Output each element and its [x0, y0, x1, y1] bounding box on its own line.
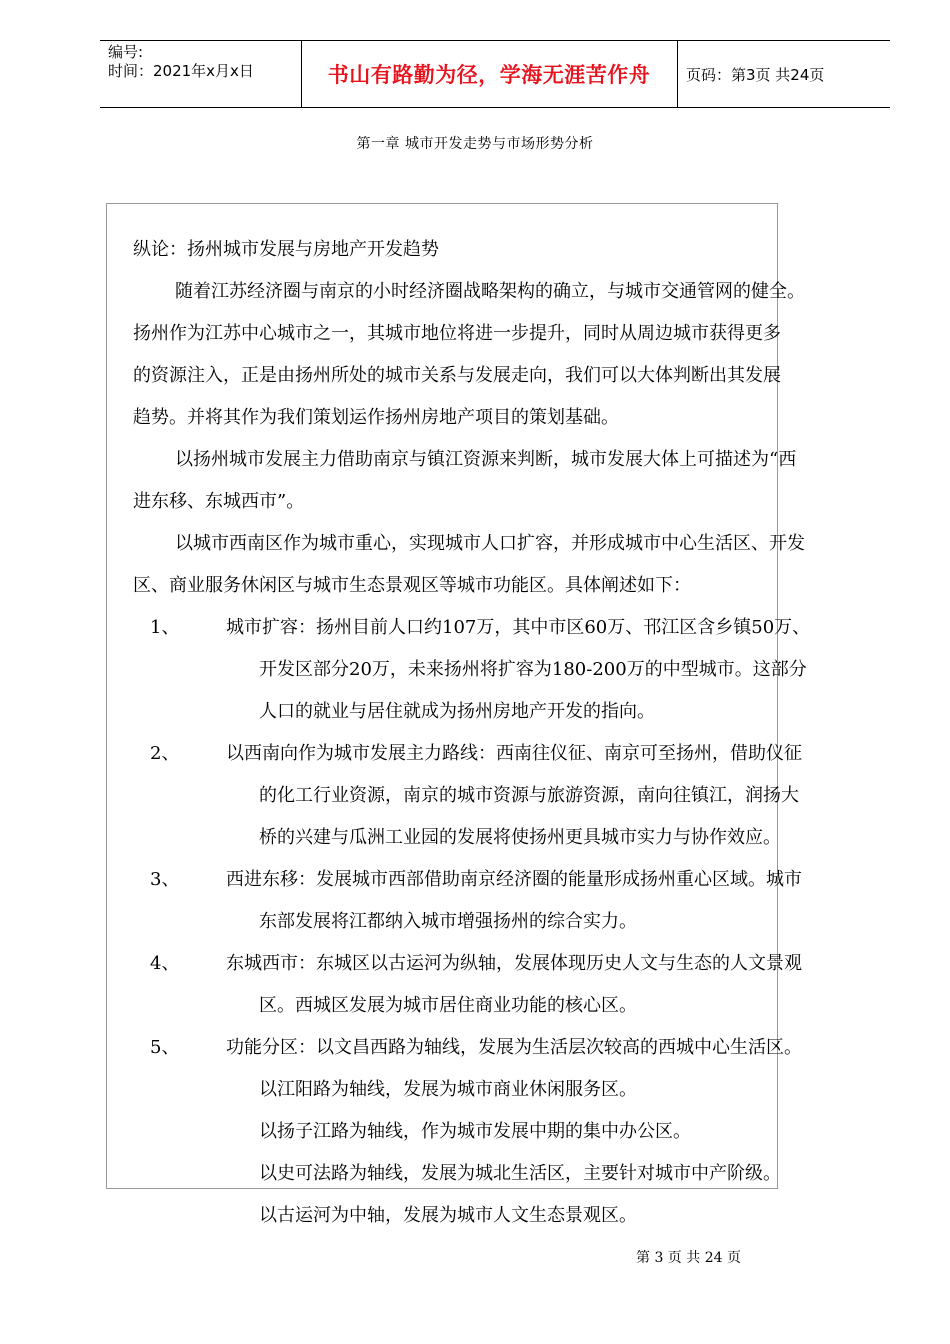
list-item-line: 开发区部分20万，未来扬州将扩容为180-200万的中型城市。这部分: [259, 659, 807, 680]
header-meta: [108, 43, 300, 81]
paragraph-line: 以扬州城市发展主力借助南京与镇江资源来判断，城市发展大体上可描述为“西: [175, 449, 797, 470]
list-number: 5、: [150, 1037, 180, 1058]
list-item-line: 东部发展将江都纳入城市增强扬州的综合实力。: [259, 911, 637, 932]
paragraph-line: 区、商业服务休闲区与城市生态景观区等城市功能区。具体阐述如下：: [133, 575, 691, 596]
list-item-line: 以扬子江路为轴线，作为城市发展中期的集中办公区。: [259, 1121, 691, 1142]
list-item-line: 东城西市：东城区以古运河为纵轴，发展体现历史人文与生态的人文景观: [226, 953, 802, 974]
list-item-line: 的化工行业资源，南京的城市资源与旅游资源，南向往镇江，润扬大: [259, 785, 799, 806]
list-item-line: 以史可法路为轴线，发展为城北生活区，主要针对城市中产阶级。: [259, 1163, 781, 1184]
section-title: 纵论：扬州城市发展与房地产开发趋势: [133, 239, 439, 260]
paragraph-line: 随着江苏经济圈与南京的小时经济圈战略架构的确立，与城市交通管网的健全。: [175, 281, 805, 302]
page-footer: 第 3 页 共 24 页: [636, 1250, 741, 1266]
list-item-line: 西进东移：发展城市西部借助南京经济圈的能量形成扬州重心区域。城市: [226, 869, 802, 890]
header-divider: [677, 41, 678, 107]
list-item-line: 区。西城区发展为城市居住商业功能的核心区。: [259, 995, 637, 1016]
list-item-line: 桥的兴建与瓜洲工业园的发展将使扬州更具城市实力与协作效应。: [259, 827, 781, 848]
header-motto: 书山有路勤为径，学海无涯苦作舟: [327, 63, 651, 87]
list-number: 2、: [150, 743, 180, 764]
list-number: 1、: [150, 617, 180, 638]
list-item-line: 以古运河为中轴，发展为城市人文生态景观区。: [259, 1205, 637, 1226]
paragraph-line: 的资源注入，正是由扬州所处的城市关系与发展走向，我们可以大体判断出其发展: [133, 365, 781, 386]
list-item-line: 以江阳路为轴线，发展为城市商业休闲服务区。: [259, 1079, 637, 1100]
paragraph-line: 进东移、东城西市”。: [133, 491, 305, 512]
list-number: 3、: [150, 869, 180, 890]
list-item-line: 以西南向作为城市发展主力路线：西南往仪征、南京可至扬州，借助仪征: [226, 743, 802, 764]
list-item-line: 功能分区：以文昌西路为轴线，发展为生活层次较高的西城中心生活区。: [226, 1037, 802, 1058]
doc-time-label: 时间：2021年x月x日: [108, 62, 254, 80]
page-header: [100, 40, 890, 108]
paragraph-line: 扬州作为江苏中心城市之一，其城市地位将进一步提升，同时从周边城市获得更多: [133, 323, 781, 344]
doc-number-label: 编号:: [108, 43, 144, 61]
list-item-line: 城市扩容：扬州目前人口约107万，其中市区60万、邗江区含乡镇50万、: [226, 617, 811, 638]
list-number: 4、: [150, 953, 180, 974]
paragraph-line: 趋势。并将其作为我们策划运作扬州房地产项目的策划基础。: [133, 407, 619, 428]
header-page-info: 页码：第3页 共24页: [686, 65, 825, 84]
chapter-title: 第一章 城市开发走势与市场形势分析: [356, 136, 594, 152]
list-item-line: 人口的就业与居住就成为扬州房地产开发的指向。: [259, 701, 655, 722]
paragraph-line: 以城市西南区作为城市重心，实现城市人口扩容，并形成城市中心生活区、开发: [175, 533, 805, 554]
